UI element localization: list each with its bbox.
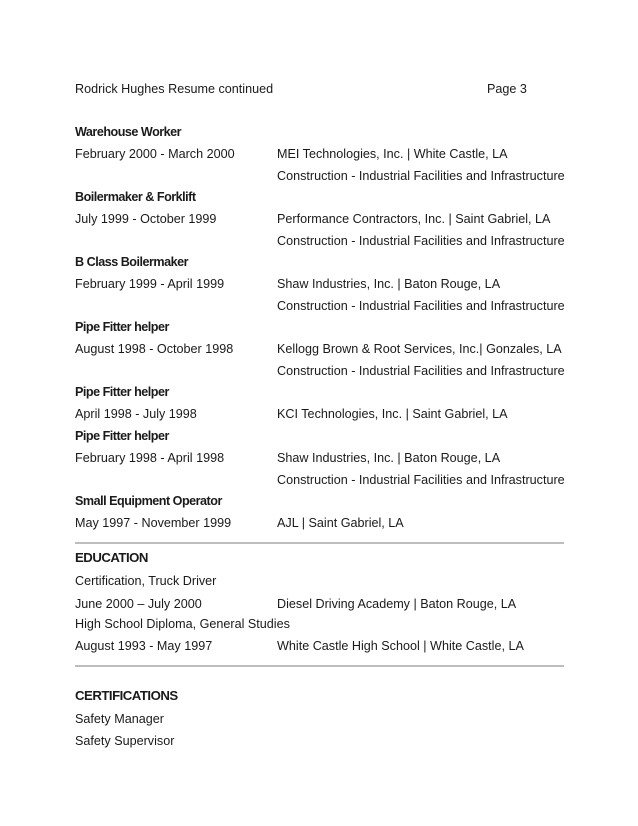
job-employer: Performance Contractors, Inc. | Saint Gabriel, LA [277, 212, 551, 226]
job-industry: Construction - Industrial Facilities and Infrastructure [277, 169, 565, 183]
job-title: Boilermaker & Forklift [75, 190, 196, 204]
job-dates: May 1997 - November 1999 [75, 516, 232, 530]
header-title: Rodrick Hughes Resume continued [75, 82, 274, 96]
job-title: Warehouse Worker [75, 125, 182, 139]
job-title: B Class Boilermaker [75, 255, 189, 269]
job-industry: Construction - Industrial Facilities and Infrastructure [277, 234, 565, 248]
job-industry: Construction - Industrial Facilities and Infrastructure [277, 299, 565, 313]
job-title: Pipe Fitter helper [75, 320, 169, 334]
job-title: Pipe Fitter helper [75, 385, 169, 399]
job-employer: Kellogg Brown & Root Services, Inc.| Gonzales, LA [277, 342, 562, 356]
job-dates: July 1999 - October 1999 [75, 212, 217, 226]
job-title: Small Equipment Operator [75, 494, 222, 508]
job-employer: KCI Technologies, Inc. | Saint Gabriel, LA [277, 407, 508, 421]
job-dates: February 1999 - April 1999 [75, 277, 225, 291]
education-heading: EDUCATION [75, 550, 148, 565]
certification-item: Safety Manager [75, 712, 164, 726]
education-degree: Certification, Truck Driver [75, 574, 217, 588]
job-employer: AJL | Saint Gabriel, LA [277, 516, 404, 530]
job-dates: February 2000 - March 2000 [75, 147, 235, 161]
certifications-heading: CERTIFICATIONS [75, 688, 178, 703]
education-school: Diesel Driving Academy | Baton Rouge, LA [277, 597, 517, 611]
job-employer: Shaw Industries, Inc. | Baton Rouge, LA [277, 451, 501, 465]
certification-item: Safety Supervisor [75, 734, 175, 748]
job-dates: August 1998 - October 1998 [75, 342, 234, 356]
job-title: Pipe Fitter helper [75, 429, 169, 443]
job-dates: February 1998 - April 1998 [75, 451, 225, 465]
education-dates: August 1993 - May 1997 [75, 639, 213, 653]
education-school: White Castle High School | White Castle, LA [277, 639, 524, 653]
job-industry: Construction - Industrial Facilities and Infrastructure [277, 364, 565, 378]
page-number: Page 3 [487, 82, 527, 96]
job-employer: MEI Technologies, Inc. | White Castle, LA [277, 147, 508, 161]
job-employer: Shaw Industries, Inc. | Baton Rouge, LA [277, 277, 501, 291]
education-dates: June 2000 – July 2000 [75, 597, 202, 611]
education-degree: High School Diploma, General Studies [75, 617, 290, 631]
section-divider [75, 542, 564, 544]
job-industry: Construction - Industrial Facilities and Infrastructure [277, 473, 565, 487]
section-divider [75, 665, 564, 667]
job-dates: April 1998 - July 1998 [75, 407, 197, 421]
